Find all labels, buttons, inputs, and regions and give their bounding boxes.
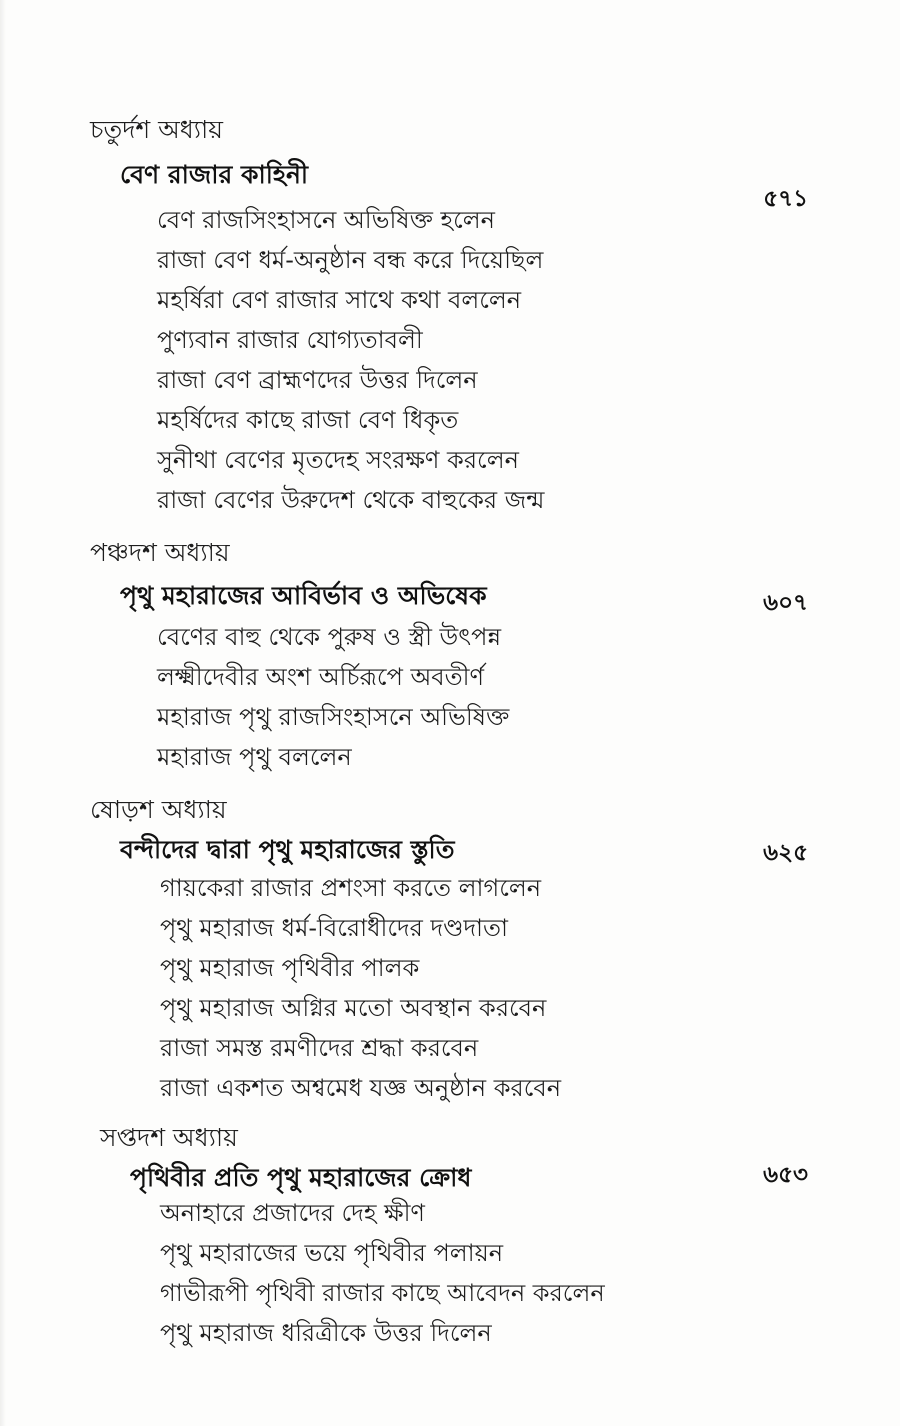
- page-number: ৬০৭: [763, 590, 808, 616]
- topic-list: [157, 622, 509, 782]
- topic-item: মহারাজ পৃথু বললেন: [157, 743, 352, 771]
- chapter-title: চতুর্দশ অধ্যায়: [90, 115, 224, 144]
- page-number: ৬২৫: [763, 840, 808, 866]
- topic-item: গায়কেরা রাজার প্রশংসা করতে লাগলেন: [160, 874, 542, 902]
- topic-list: [160, 1198, 605, 1358]
- topic-item: বেণ রাজসিংহাসনে অভিষিক্ত হলেন: [157, 206, 495, 234]
- topic-item: রাজা সমস্ত রমণীদের শ্রদ্ধা করবেন: [160, 1034, 479, 1062]
- topic-item: পৃথু মহারাজের ভয়ে পৃথিবীর পলায়ন: [160, 1239, 504, 1267]
- topic-item: রাজা বেণ ধর্ম-অনুষ্ঠান বন্ধ করে দিয়েছিল: [157, 246, 544, 274]
- topic-list: [157, 205, 544, 525]
- section-title: পৃথু মহারাজের আবির্ভাব ও অভিষেক: [120, 581, 487, 610]
- chapter-title: পঞ্চদশ অধ্যায়: [90, 538, 230, 567]
- section-title: বেণ রাজার কাহিনী: [120, 160, 309, 189]
- chapter-title: সপ্তদশ অধ্যায়: [100, 1123, 238, 1152]
- page-number: ৫৭১: [763, 186, 808, 212]
- topic-item: রাজা একশত অশ্বমেধ যজ্ঞ অনুষ্ঠান করবেন: [160, 1074, 562, 1102]
- topic-item: মহর্ষিরা বেণ রাজার সাথে কথা বললেন: [157, 286, 522, 314]
- section-title: পৃথিবীর প্রতি পৃথু মহারাজের ক্রোধ: [130, 1163, 472, 1192]
- topic-item: রাজা বেণ ব্রাহ্মণদের উত্তর দিলেন: [157, 366, 478, 394]
- topic-item: পৃথু মহারাজ ধর্ম-বিরোধীদের দণ্ডদাতা: [160, 914, 508, 942]
- topic-item: বেণের বাহু থেকে পুরুষ ও স্ত্রী উৎপন্ন: [157, 623, 502, 651]
- topic-item: গাভীরূপী পৃথিবী রাজার কাছে আবেদন করলেন: [160, 1279, 605, 1307]
- topic-item: সুনীথা বেণের মৃতদেহ সংরক্ষণ করলেন: [157, 446, 519, 474]
- topic-item: পৃথু মহারাজ অগ্নির মতো অবস্থান করবেন: [160, 994, 547, 1022]
- topic-item: রাজা বেণের উরুদেশ থেকে বাহুকের জন্ম: [157, 486, 545, 514]
- topic-item: লক্ষ্মীদেবীর অংশ অর্চিরূপে অবতীর্ণ: [157, 663, 485, 691]
- topic-list: [160, 873, 561, 1113]
- topic-item: পৃথু মহারাজ পৃথিবীর পালক: [160, 954, 420, 982]
- topic-item: পৃথু মহারাজ ধরিত্রীকে উত্তর দিলেন: [160, 1319, 492, 1347]
- scan-shadow: [0, 0, 6, 1426]
- topic-item: পুণ্যবান রাজার যোগ্যতাবলী: [157, 326, 423, 354]
- topic-item: মহারাজ পৃথু রাজসিংহাসনে অভিষিক্ত: [157, 703, 510, 731]
- topic-item: মহর্ষিদের কাছে রাজা বেণ ধিকৃত: [157, 406, 459, 434]
- chapter-title: ষোড়শ অধ্যায়: [90, 795, 227, 824]
- topic-item: অনাহারে প্রজাদের দেহ ক্ষীণ: [160, 1199, 425, 1227]
- section-title: বন্দীদের দ্বারা পৃথু মহারাজের স্তুতি: [120, 835, 455, 864]
- page-number: ৬৫৩: [763, 1162, 808, 1188]
